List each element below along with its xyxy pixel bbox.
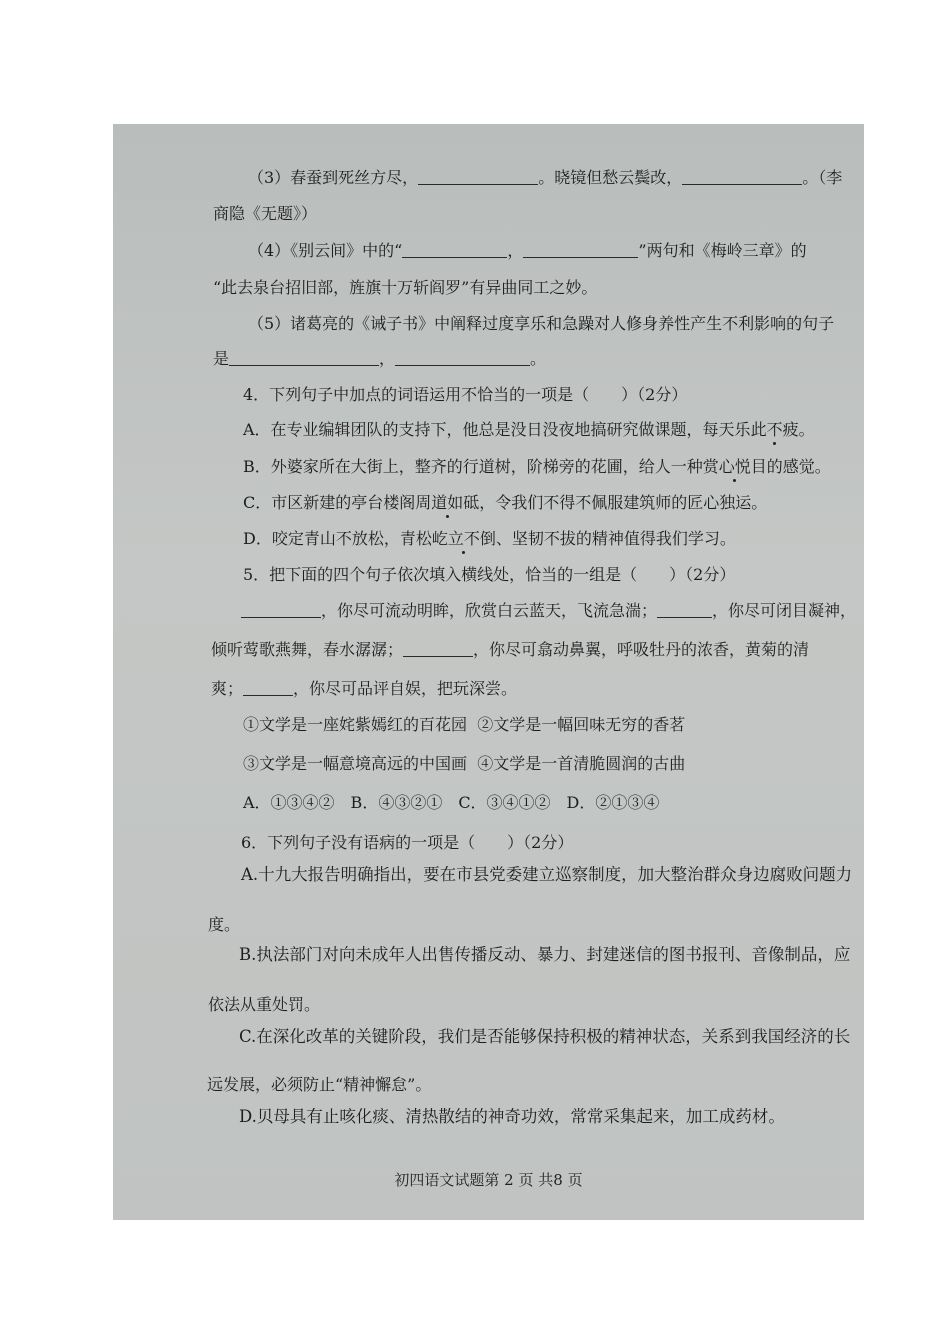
q5-sentence-3: ③文学是一幅意境高远的中国画 — [243, 754, 468, 773]
option-text: 的感觉。 — [766, 457, 831, 476]
q5-text: 爽； — [211, 679, 244, 698]
q3-item3-text-b: 。晓镜但愁云鬓改， — [538, 168, 683, 187]
q3-item3-text-a: （3）春蚕到死丝方尽， — [248, 168, 419, 187]
option-text: C．市区新建的亭台楼阁 — [243, 493, 416, 512]
blank — [657, 601, 712, 618]
q6-option-c-line1: C.在深化改革的关键阶段，我们是否能够保持积极的精神状态，关系到我国经济的长 — [239, 1027, 851, 1046]
q5-choices: A．①③④② B．④③②① C．③④①② D．②①③④ — [243, 793, 660, 812]
q4-option-a — [243, 419, 815, 441]
q6-option-a-line1: A.十九大报告明确指出，要在市县党委建立巡察制度，加大整治群众身边腐败问题力 — [241, 865, 853, 884]
q3-item4-text-c: ”两句和《梅岭三章》的 — [638, 241, 807, 260]
q3-item3-line1 — [248, 167, 842, 189]
dotted-word: 屹立不倒 — [431, 529, 496, 548]
option-text: A．在专业编辑团队的支持下，他总是没日没夜地搞研究做课题，每天乐 — [243, 420, 751, 439]
q3-item3-line2: 商隐《无题》） — [213, 204, 318, 223]
blank — [403, 640, 473, 657]
blank — [682, 168, 802, 185]
option-text: B．外婆家所在大街上，整齐的行道树，阶梯旁的花圃，给人一种 — [243, 457, 703, 476]
q5-sentence-4: ④文学是一首清脆圆润的古曲 — [477, 754, 686, 773]
q6-stem: 6．下列句子没有语病的一项是（ ）（2分） — [241, 833, 574, 852]
blank — [402, 241, 507, 258]
option-text: 。 — [798, 420, 815, 439]
option-text: ，令我们不得不佩服建筑师的匠心独运。 — [479, 493, 768, 512]
q4-option-b — [243, 456, 831, 478]
q6-option-b-line1: B.执法部门对向未成年人出售传播反动、暴力、封建迷信的图书报刊、音像制品，应 — [239, 945, 851, 964]
q5-line3 — [211, 678, 517, 700]
q5-text: ，你尽可翕动鼻翼，呼吸牡丹的浓香，黄菊的清 — [473, 640, 810, 659]
page-footer: 初四语文试题第 2 页 共8 页 — [394, 1171, 583, 1189]
blank — [418, 168, 538, 185]
dotted-word: 周道如砥 — [415, 493, 480, 512]
q5-text: ，你尽可流动明眸，欣赏白云蓝天，飞流急湍； — [321, 601, 658, 620]
q3-item4-line2: “此去泉台招旧部，旌旗十万斩阎罗”有异曲同工之妙。 — [213, 278, 598, 297]
exam-page — [113, 124, 864, 1220]
q6-option-b-line2: 依法从重处罚。 — [208, 995, 321, 1014]
blank — [523, 241, 638, 258]
q5-text: ，你尽可闭目凝神， — [712, 601, 857, 620]
q5-sentence-2: ②文学是一幅回味无穷的香茗 — [477, 715, 686, 734]
q3-item3-text-c: 。（李 — [802, 168, 843, 187]
q5-line2 — [211, 639, 809, 661]
blank — [241, 601, 321, 618]
q3-item4-text-b: ， — [507, 241, 524, 260]
q5-stem: 5．把下面的四个句子依次填入横线处，恰当的一组是（ ）（2分） — [243, 565, 736, 584]
q3-item5-text-d: 。 — [530, 349, 547, 368]
q4-stem: 4．下列句子中加点的词语运用不恰当的一项是（ ）（2分） — [243, 385, 688, 404]
option-text: D．咬定青山不放松，青松 — [243, 529, 432, 548]
blank — [243, 679, 293, 696]
q3-item4-text-a: （4）《别云间》中的“ — [248, 241, 403, 260]
q5-text: ，你尽可品评自娱，把玩深尝。 — [293, 679, 518, 698]
q5-line1 — [241, 600, 856, 622]
q3-item5-text-b: 是 — [213, 349, 230, 368]
blank — [395, 349, 530, 366]
q5-text: 倾听莺歌燕舞，春水潺潺； — [211, 640, 404, 659]
option-text: 、坚韧不拔的精神值得我们学习。 — [495, 529, 736, 548]
q4-option-d — [243, 528, 736, 550]
q5-sentence-1: ①文学是一座姹紫嫣红的百花园 — [243, 715, 468, 734]
q5-options-row1 — [243, 714, 685, 736]
q3-item5-line2 — [213, 348, 546, 370]
q6-option-c-line2: 远发展，必须防止“精神懈怠”。 — [207, 1075, 432, 1094]
dotted-word: 赏心悦目 — [702, 457, 767, 476]
q5-options-row2 — [243, 753, 685, 775]
dotted-word: 此不疲 — [750, 420, 799, 439]
q6-option-d: D.贝母具有止咳化痰、清热散结的神奇功效，常常采集起来，加工成药材。 — [239, 1107, 785, 1126]
q4-option-c — [243, 492, 767, 514]
q3-item5-text-c: ， — [379, 349, 396, 368]
q3-item5-line1: （5）诸葛亮的《诫子书》中阐释过度享乐和急躁对人修身养性产生不利影响的句子 — [248, 314, 835, 333]
q6-option-a-line2: 度。 — [208, 915, 241, 934]
q3-item4-line1 — [248, 240, 807, 262]
blank — [229, 349, 379, 366]
